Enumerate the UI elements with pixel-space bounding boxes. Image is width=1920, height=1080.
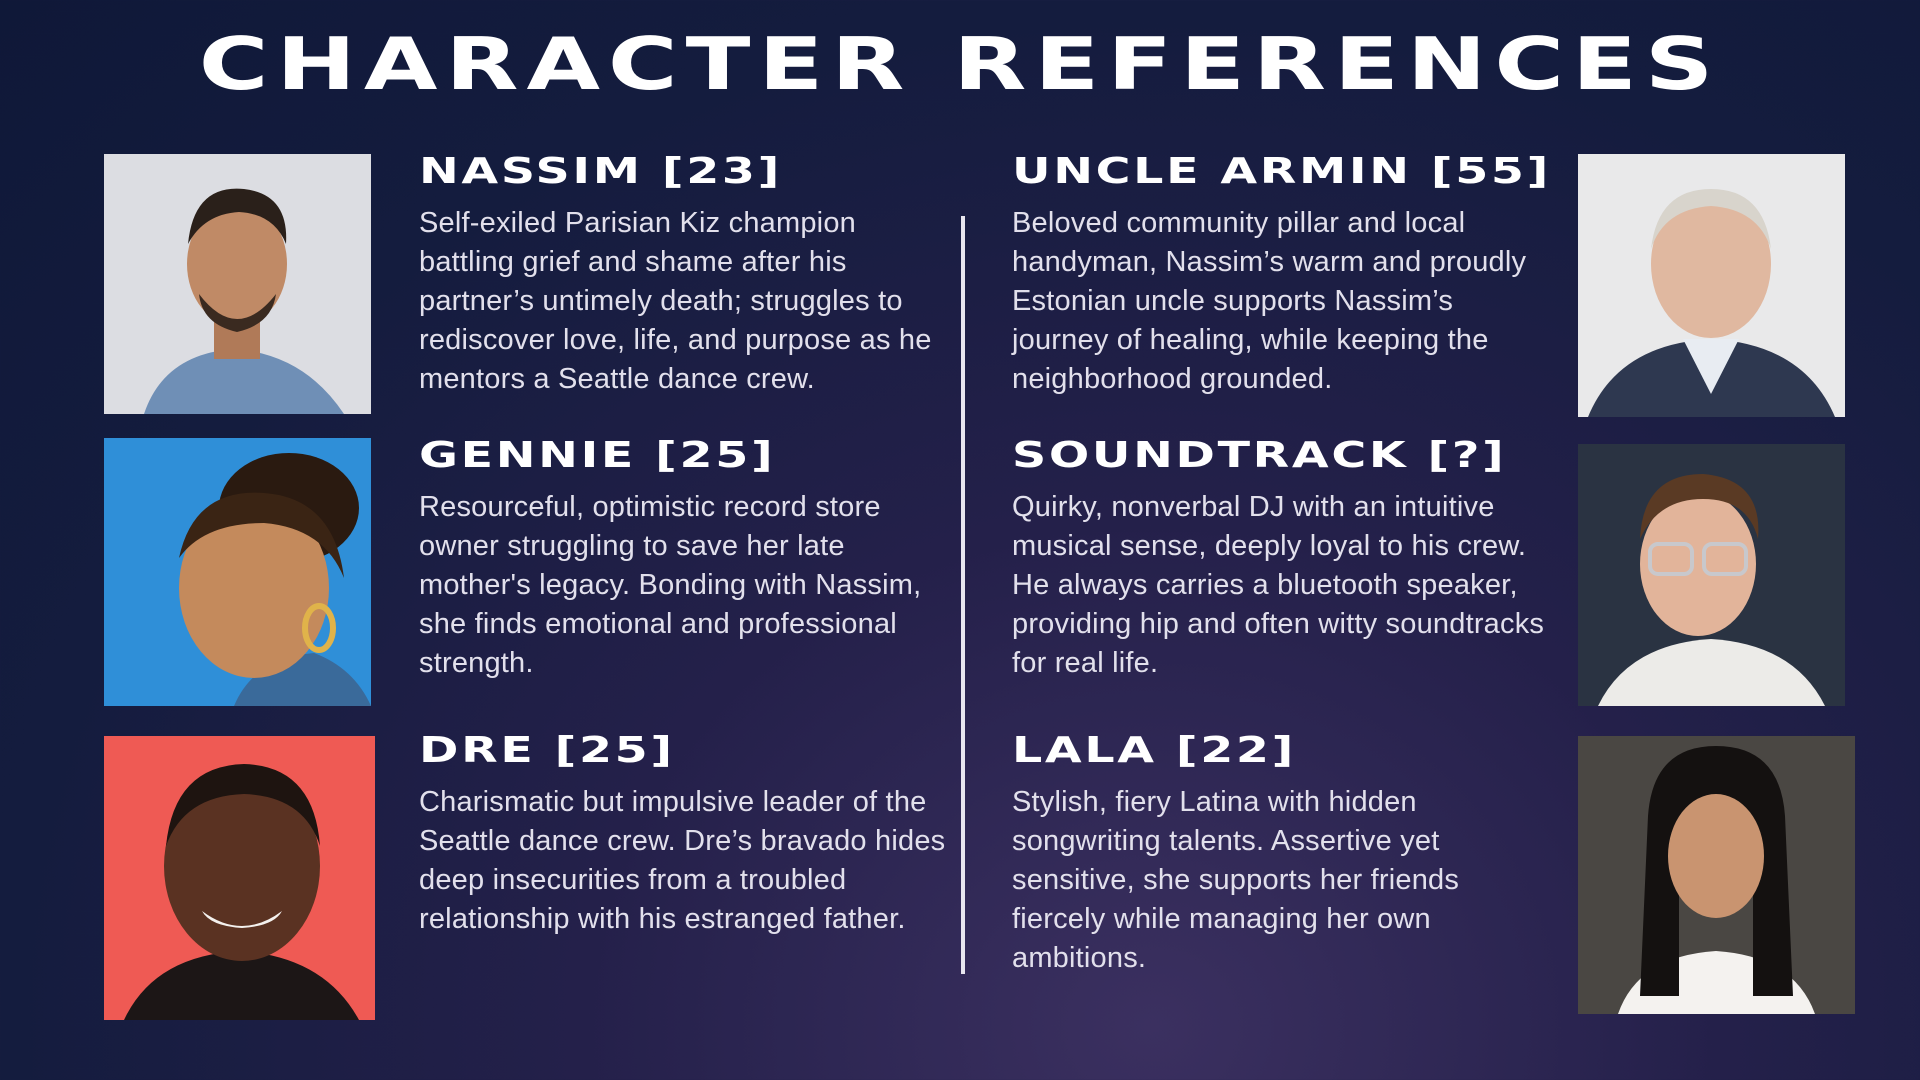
- lala-photo: [1578, 736, 1855, 1014]
- character-card-dre: [419, 729, 959, 939]
- character-card-lala: [1012, 729, 1552, 978]
- character-name: GENNIE [25]: [419, 435, 776, 476]
- character-description: Charismatic but impulsive leader of the Seattle dance crew. Dre’s bravado hides deep insecurities from a troubled relationship with his estranged father.: [419, 786, 946, 935]
- character-description: Self-exiled Parisian Kiz champion battling grief and shame after his partner’s untimely death; struggles to rediscover love, life, and purpose as he mentors a Seattle dance crew.: [419, 207, 932, 395]
- character-name: LALA [22]: [1012, 730, 1296, 771]
- soundtrack-photo: [1578, 444, 1845, 706]
- character-card-nassim: [419, 150, 959, 399]
- character-name: NASSIM [23]: [419, 151, 782, 192]
- nassim-photo: [104, 154, 371, 414]
- character-card-uncle-armin: [1012, 150, 1552, 399]
- character-description: Beloved community pillar and local handyman, Nassim’s warm and proudly Estonian uncle supports Nassim’s journey of healing, while keeping the neighborhood grounded.: [1012, 207, 1527, 395]
- character-card-gennie: [419, 434, 959, 683]
- character-description: Quirky, nonverbal DJ with an intuitive musical sense, deeply loyal to his crew. He always carries a bluetooth speaker, providing hip and often witty soundtracks for real life.: [1012, 491, 1545, 679]
- column-divider: [961, 216, 965, 974]
- page-title: CHARACTER REFERENCES: [198, 22, 1722, 106]
- character-name: SOUNDTRACK [?]: [1012, 435, 1507, 476]
- character-description: Stylish, fiery Latina with hidden songwriting talents. Assertive yet sensitive, she supports her friends fiercely while managing her own ambitions.: [1012, 786, 1460, 974]
- gennie-photo: [104, 438, 371, 706]
- character-name: DRE [25]: [419, 730, 675, 771]
- dre-photo: [104, 736, 375, 1020]
- character-card-soundtrack: [1012, 434, 1552, 683]
- character-name: UNCLE ARMIN [55]: [1012, 151, 1551, 192]
- character-description: Resourceful, optimistic record store owner struggling to save her late mother's legacy. Bonding with Nassim, she finds emotional and professional strength.: [419, 491, 922, 679]
